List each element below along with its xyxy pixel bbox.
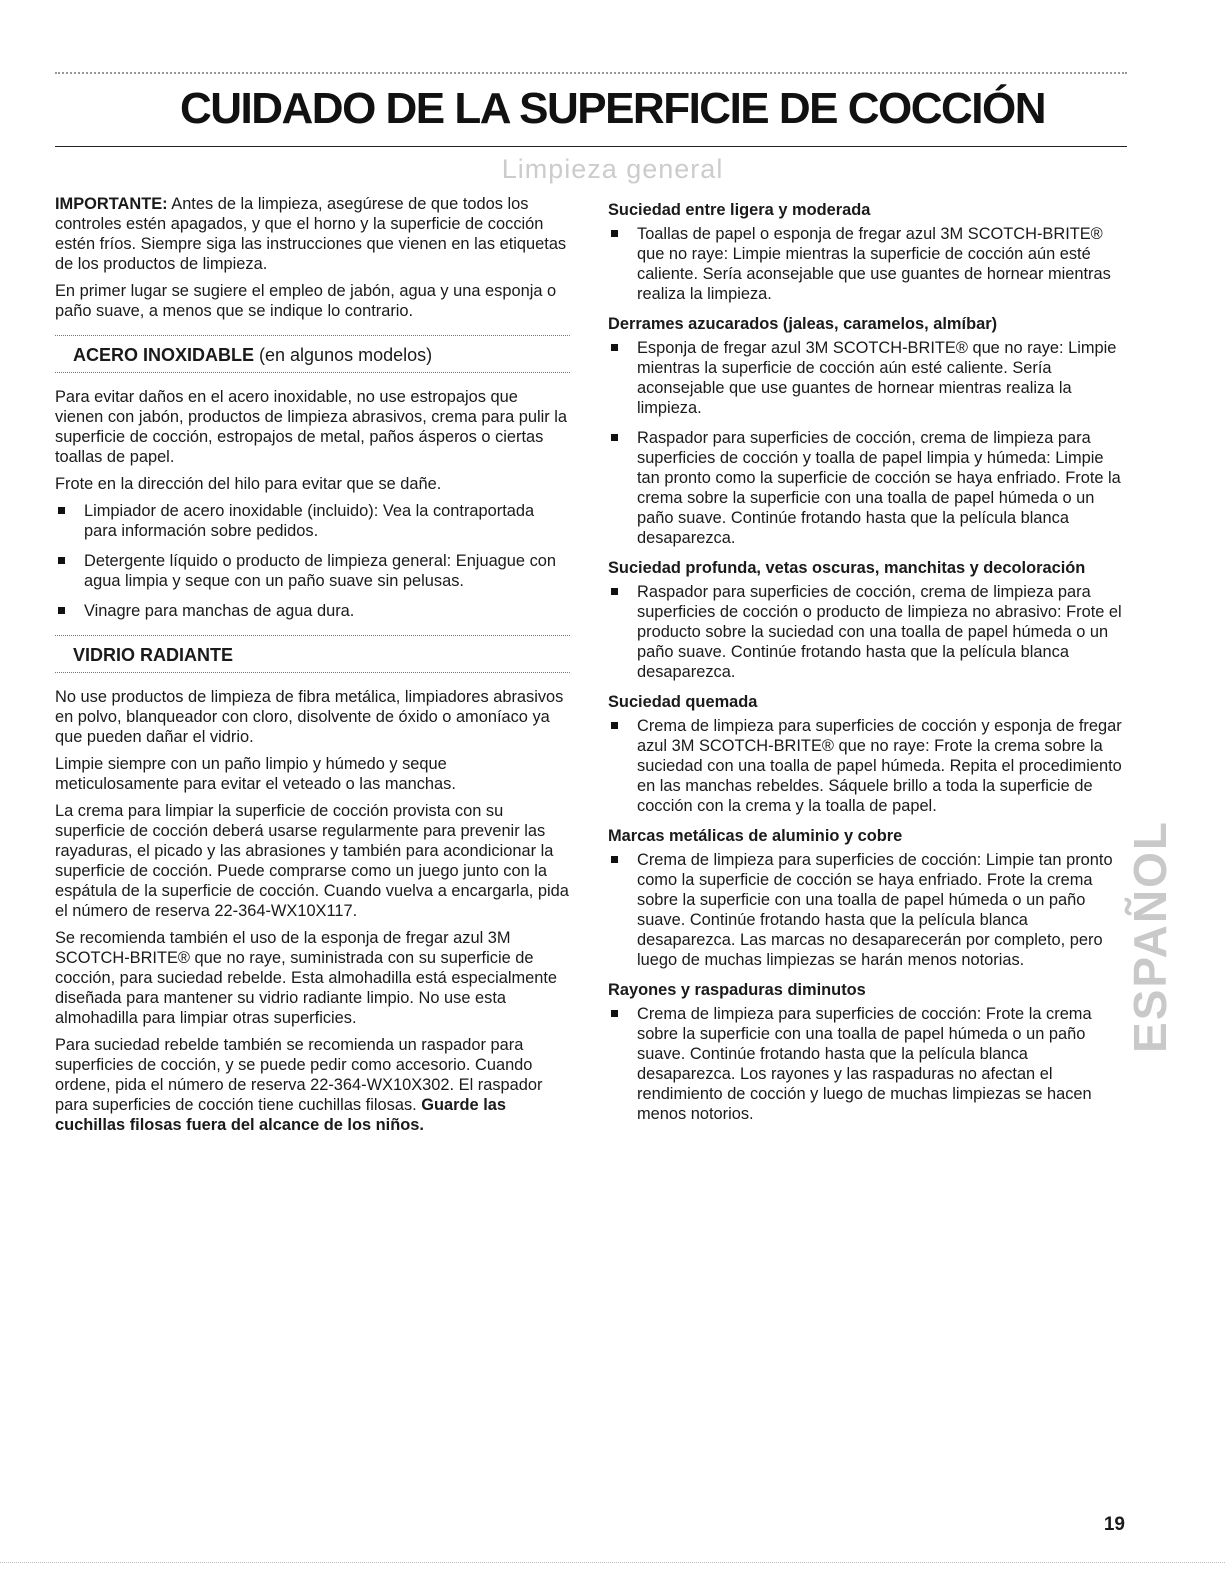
radiant-glass-heading-text: VIDRIO RADIANTE	[73, 645, 234, 665]
list-item: Detergente líquido o producto de limpieza general: Enjuague con agua limpia y seque con un paño suave sin pelusas.	[55, 551, 570, 591]
list-item: Vinagre para manchas de agua dura.	[55, 601, 570, 621]
safety-warning: Guarde las cuchillas filosas fuera del alcance de los niños.	[55, 1096, 506, 1134]
list-item: Esponja de fregar azul 3M SCOTCH-BRITE® que no raye: Limpie mientras la superficie de cocción aún esté caliente. Sería aconsejable que use guantes de hornear mientras realiza la limpieza.	[608, 338, 1128, 418]
page-title: CUIDADO DE LA SUPERFICIE DE COCCIÓN	[179, 84, 1046, 133]
glass-paragraph-4: Se recomienda también el uso de la esponja de fregar azul 3M SCOTCH-BRITE® que no raye, suministrada con su superficie de cocción, para suciedad rebelde. Esta almohadilla está especialmente diseñada para mantener su vidrio radiante limpio. No use esta almohadilla para limpiar otras superficies.	[55, 929, 558, 1027]
glass-paragraph-5-text: Para suciedad rebelde también se recomienda un raspador para superficies de cocción, y se puede pedir como accesorio. Cuando ordene, pida el número de reserva 22-364-WX10X302. El raspador para superficies de cocción tiene cuchillas filosas.	[55, 1036, 543, 1114]
stainless-steel-heading	[55, 335, 570, 373]
stainless-steel-heading-note: (en algunos modelos)	[254, 345, 433, 365]
steel-paragraph-2: Frote en la dirección del hilo para evitar que se dañe.	[55, 475, 442, 493]
left-column	[55, 194, 570, 1142]
list-item: Crema de limpieza para superficies de cocción: Frote la crema sobre la superficie con una toalla de papel húmeda o un paño suave. Continúe frotando hasta que la película blanca desaparezca. Los rayones y las raspaduras no afectan el rendimiento de cocción y luego de muchas limpiezas se hacen menos notorios.	[608, 1004, 1128, 1124]
bullet-list	[608, 850, 1128, 970]
list-item: Limpiador de acero inoxidable (incluido): Vea la contraportada para información sobre pedidos.	[55, 501, 570, 541]
section-subtitle: Limpieza general	[501, 154, 724, 184]
section-heading: Suciedad quemada	[608, 693, 758, 711]
list-item: Crema de limpieza para superficies de cocción: Limpie tan pronto como la superficie de cocción se haya enfriado. Frote la crema sobre la superficie con una toalla de papel húmeda o un paño suave. Continúe frotando hasta que la película blanca desaparezca. Las marcas no desaparecerán por completo, pero luego de muchas limpiezas se harán menos notorias.	[608, 850, 1128, 970]
important-text: Antes de la limpieza, asegúrese de que todos los controles estén apagados, y que el horno y la superficie de cocción estén fríos. Siempre siga las instrucciones que vienen en las etiquetas de los productos de limpieza.	[55, 195, 567, 273]
list-item: Toallas de papel o esponja de fregar azul 3M SCOTCH-BRITE® que no raye: Limpie mientras la superficie de cocción aún esté caliente. Sería aconsejable que use guantes de hornear mientras realiza la limpieza.	[608, 224, 1128, 304]
bullet-list	[608, 582, 1128, 682]
important-note	[55, 194, 570, 274]
bottom-dotted-rule	[0, 1562, 1225, 1563]
steel-bullet-list	[55, 501, 570, 621]
bullet-list	[608, 224, 1128, 304]
glass-paragraph-1: No use productos de limpieza de fibra metálica, limpiadores abrasivos en polvo, blanqueador con cloro, disolvente de óxido o amoníaco ya que pueden dañar el vidrio.	[55, 688, 564, 746]
list-item: Raspador para superficies de cocción, crema de limpieza para superficies de cocción o producto de limpieza no abrasivo: Frote el producto sobre la suciedad con una toalla de papel húmeda o un paño suave. Continúe frotando hasta que la película blanca desaparezca.	[608, 582, 1128, 682]
language-side-tab: ESPAÑOL	[1124, 820, 1176, 1053]
section-heading: Rayones y raspaduras diminutos	[608, 981, 866, 999]
section-heading: Derrames azucarados (jaleas, caramelos, almíbar)	[608, 315, 998, 333]
stainless-steel-heading-bold: ACERO INOXIDABLE	[73, 345, 255, 365]
right-column	[608, 194, 1128, 1134]
glass-paragraph-2: Limpie siempre con un paño limpio y húmedo y seque meticulosamente para evitar el veteado o las manchas.	[55, 755, 456, 793]
title-rule	[55, 146, 1127, 147]
bullet-list	[608, 338, 1128, 548]
intro-paragraph: En primer lugar se sugiere el empleo de jabón, agua y una esponja o paño suave, a menos que se indique lo contrario.	[55, 282, 557, 320]
bullet-list	[608, 1004, 1128, 1124]
glass-paragraph-5	[55, 1035, 570, 1135]
page-number: 19	[1103, 1514, 1125, 1535]
bullet-list	[608, 716, 1128, 816]
section-heading: Marcas metálicas de aluminio y cobre	[608, 827, 903, 845]
list-item: Crema de limpieza para superficies de cocción y esponja de fregar azul 3M SCOTCH-BRITE® que no raye: Frote la crema sobre la suciedad con una toalla de papel húmeda. Repita el procedimiento en las manchas rebeldes. Sáquele brillo a toda la superficie de cocción con la crema y la toalla de papel.	[608, 716, 1128, 816]
glass-paragraph-3: La crema para limpiar la superficie de cocción provista con su superficie de cocción deberá usarse regularmente para prevenir las rayaduras, el picado y las abrasiones y también para acondicionar la superficie de cocción. Puede comprarse como un juego junto con la espátula de la superficie de cocción. Cuando vuelva a encargarla, pida el número de reserva 22-364-WX10X117.	[55, 802, 569, 920]
section-heading: Suciedad profunda, vetas oscuras, manchitas y decoloración	[608, 559, 1086, 577]
top-dotted-rule	[55, 72, 1127, 74]
list-item: Raspador para superficies de cocción, crema de limpieza para superficies de cocción y toalla de papel limpia y húmeda: Limpie tan pronto como la superficie de cocción se haya enfriado. Frote la crema sobre la superficie con una toalla de papel húmeda o un paño suave. Continúe frotando hasta que la película blanca desaparezca.	[608, 428, 1128, 548]
radiant-glass-heading	[55, 635, 570, 673]
important-label: IMPORTANTE:	[55, 195, 168, 213]
section-heading: Suciedad entre ligera y moderada	[608, 201, 871, 219]
steel-paragraph-1: Para evitar daños en el acero inoxidable, no use estropajos que vienen con jabón, productos de limpieza abrasivos, crema para pulir la superficie de cocción, estropajos de metal, paños ásperos o ciertas toallas de papel.	[55, 388, 568, 466]
